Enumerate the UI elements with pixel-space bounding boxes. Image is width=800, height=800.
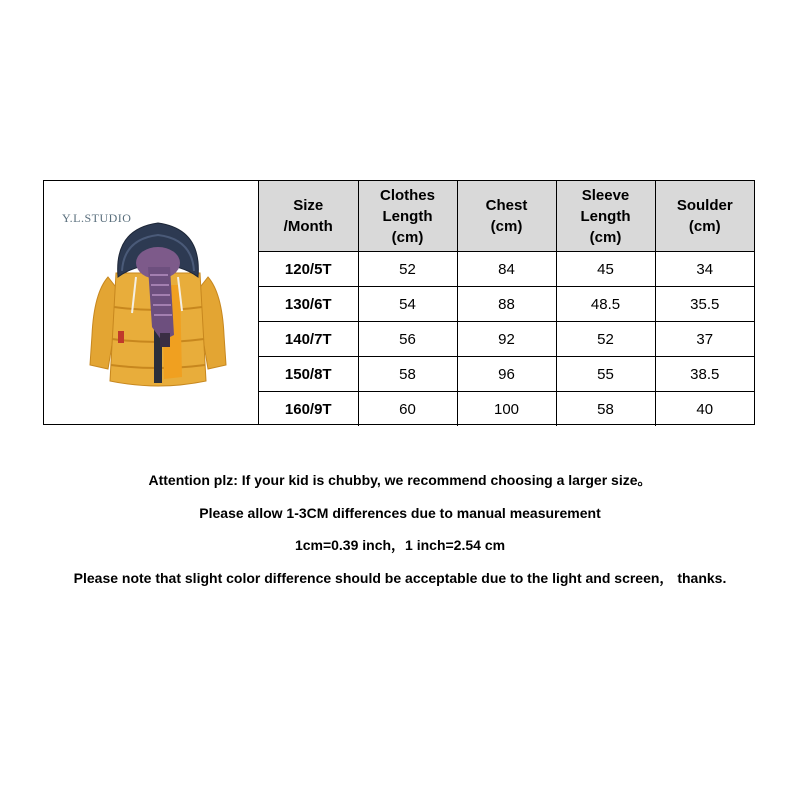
product-photo-cell (44, 181, 259, 424)
header-clothes-length: Clothes Length (cm) (358, 181, 457, 252)
clothes-length-cell: 60 (358, 392, 457, 427)
shoulder-cell: 38.5 (655, 357, 754, 392)
size-cell: 140/7T (259, 322, 358, 357)
table-row (259, 322, 754, 357)
clothes-length-cell: 56 (358, 322, 457, 357)
size-cell: 120/5T (259, 252, 358, 287)
clothes-length-cell: 58 (358, 357, 457, 392)
notes-section (0, 468, 800, 598)
shoulder-cell: 34 (655, 252, 754, 287)
table-row (259, 392, 754, 427)
header-size: Size /Month (259, 181, 358, 252)
sleeve-length-cell: 55 (556, 357, 655, 392)
brand-logo: Y.L.STUDIO (62, 211, 132, 225)
table-row (259, 287, 754, 322)
size-cell: 160/9T (259, 392, 358, 427)
header-shoulder: Soulder (cm) (655, 181, 754, 252)
note-color-difference: Please note that slight color difference should be acceptable due to the light and screen， thanks. (73, 569, 727, 586)
table-header-row (259, 181, 754, 252)
sleeve-length-cell: 52 (556, 322, 655, 357)
shoulder-cell: 35.5 (655, 287, 754, 322)
size-cell: 130/6T (259, 287, 358, 322)
size-cell: 150/8T (259, 357, 358, 392)
chest-cell: 92 (457, 322, 556, 357)
header-chest: Chest (cm) (457, 181, 556, 252)
sleeve-length-cell: 45 (556, 252, 655, 287)
sleeve-length-cell: 48.5 (556, 287, 655, 322)
note-chubby-advice: Attention plz: If your kid is chubby, we recommend choosing a larger size。 (148, 472, 652, 488)
chest-cell: 96 (457, 357, 556, 392)
chest-cell: 88 (457, 287, 556, 322)
clothes-length-cell: 52 (358, 252, 457, 287)
shoulder-cell: 37 (655, 322, 754, 357)
note-measurement-difference: Please allow 1-3CM differences due to manual measurement (199, 504, 601, 521)
clothes-length-cell: 54 (358, 287, 457, 322)
shoulder-cell: 40 (655, 392, 754, 427)
chest-cell: 100 (457, 392, 556, 427)
size-chart-frame (43, 180, 755, 425)
jacket-photo (78, 215, 238, 395)
size-table (259, 181, 754, 426)
table-row (259, 252, 754, 287)
note-unit-conversion: 1cm=0.39 inch，1 inch=2.54 cm (294, 537, 506, 553)
chest-cell: 84 (457, 252, 556, 287)
header-sleeve-length: Sleeve Length (cm) (556, 181, 655, 252)
sleeve-length-cell: 58 (556, 392, 655, 427)
table-row (259, 357, 754, 392)
